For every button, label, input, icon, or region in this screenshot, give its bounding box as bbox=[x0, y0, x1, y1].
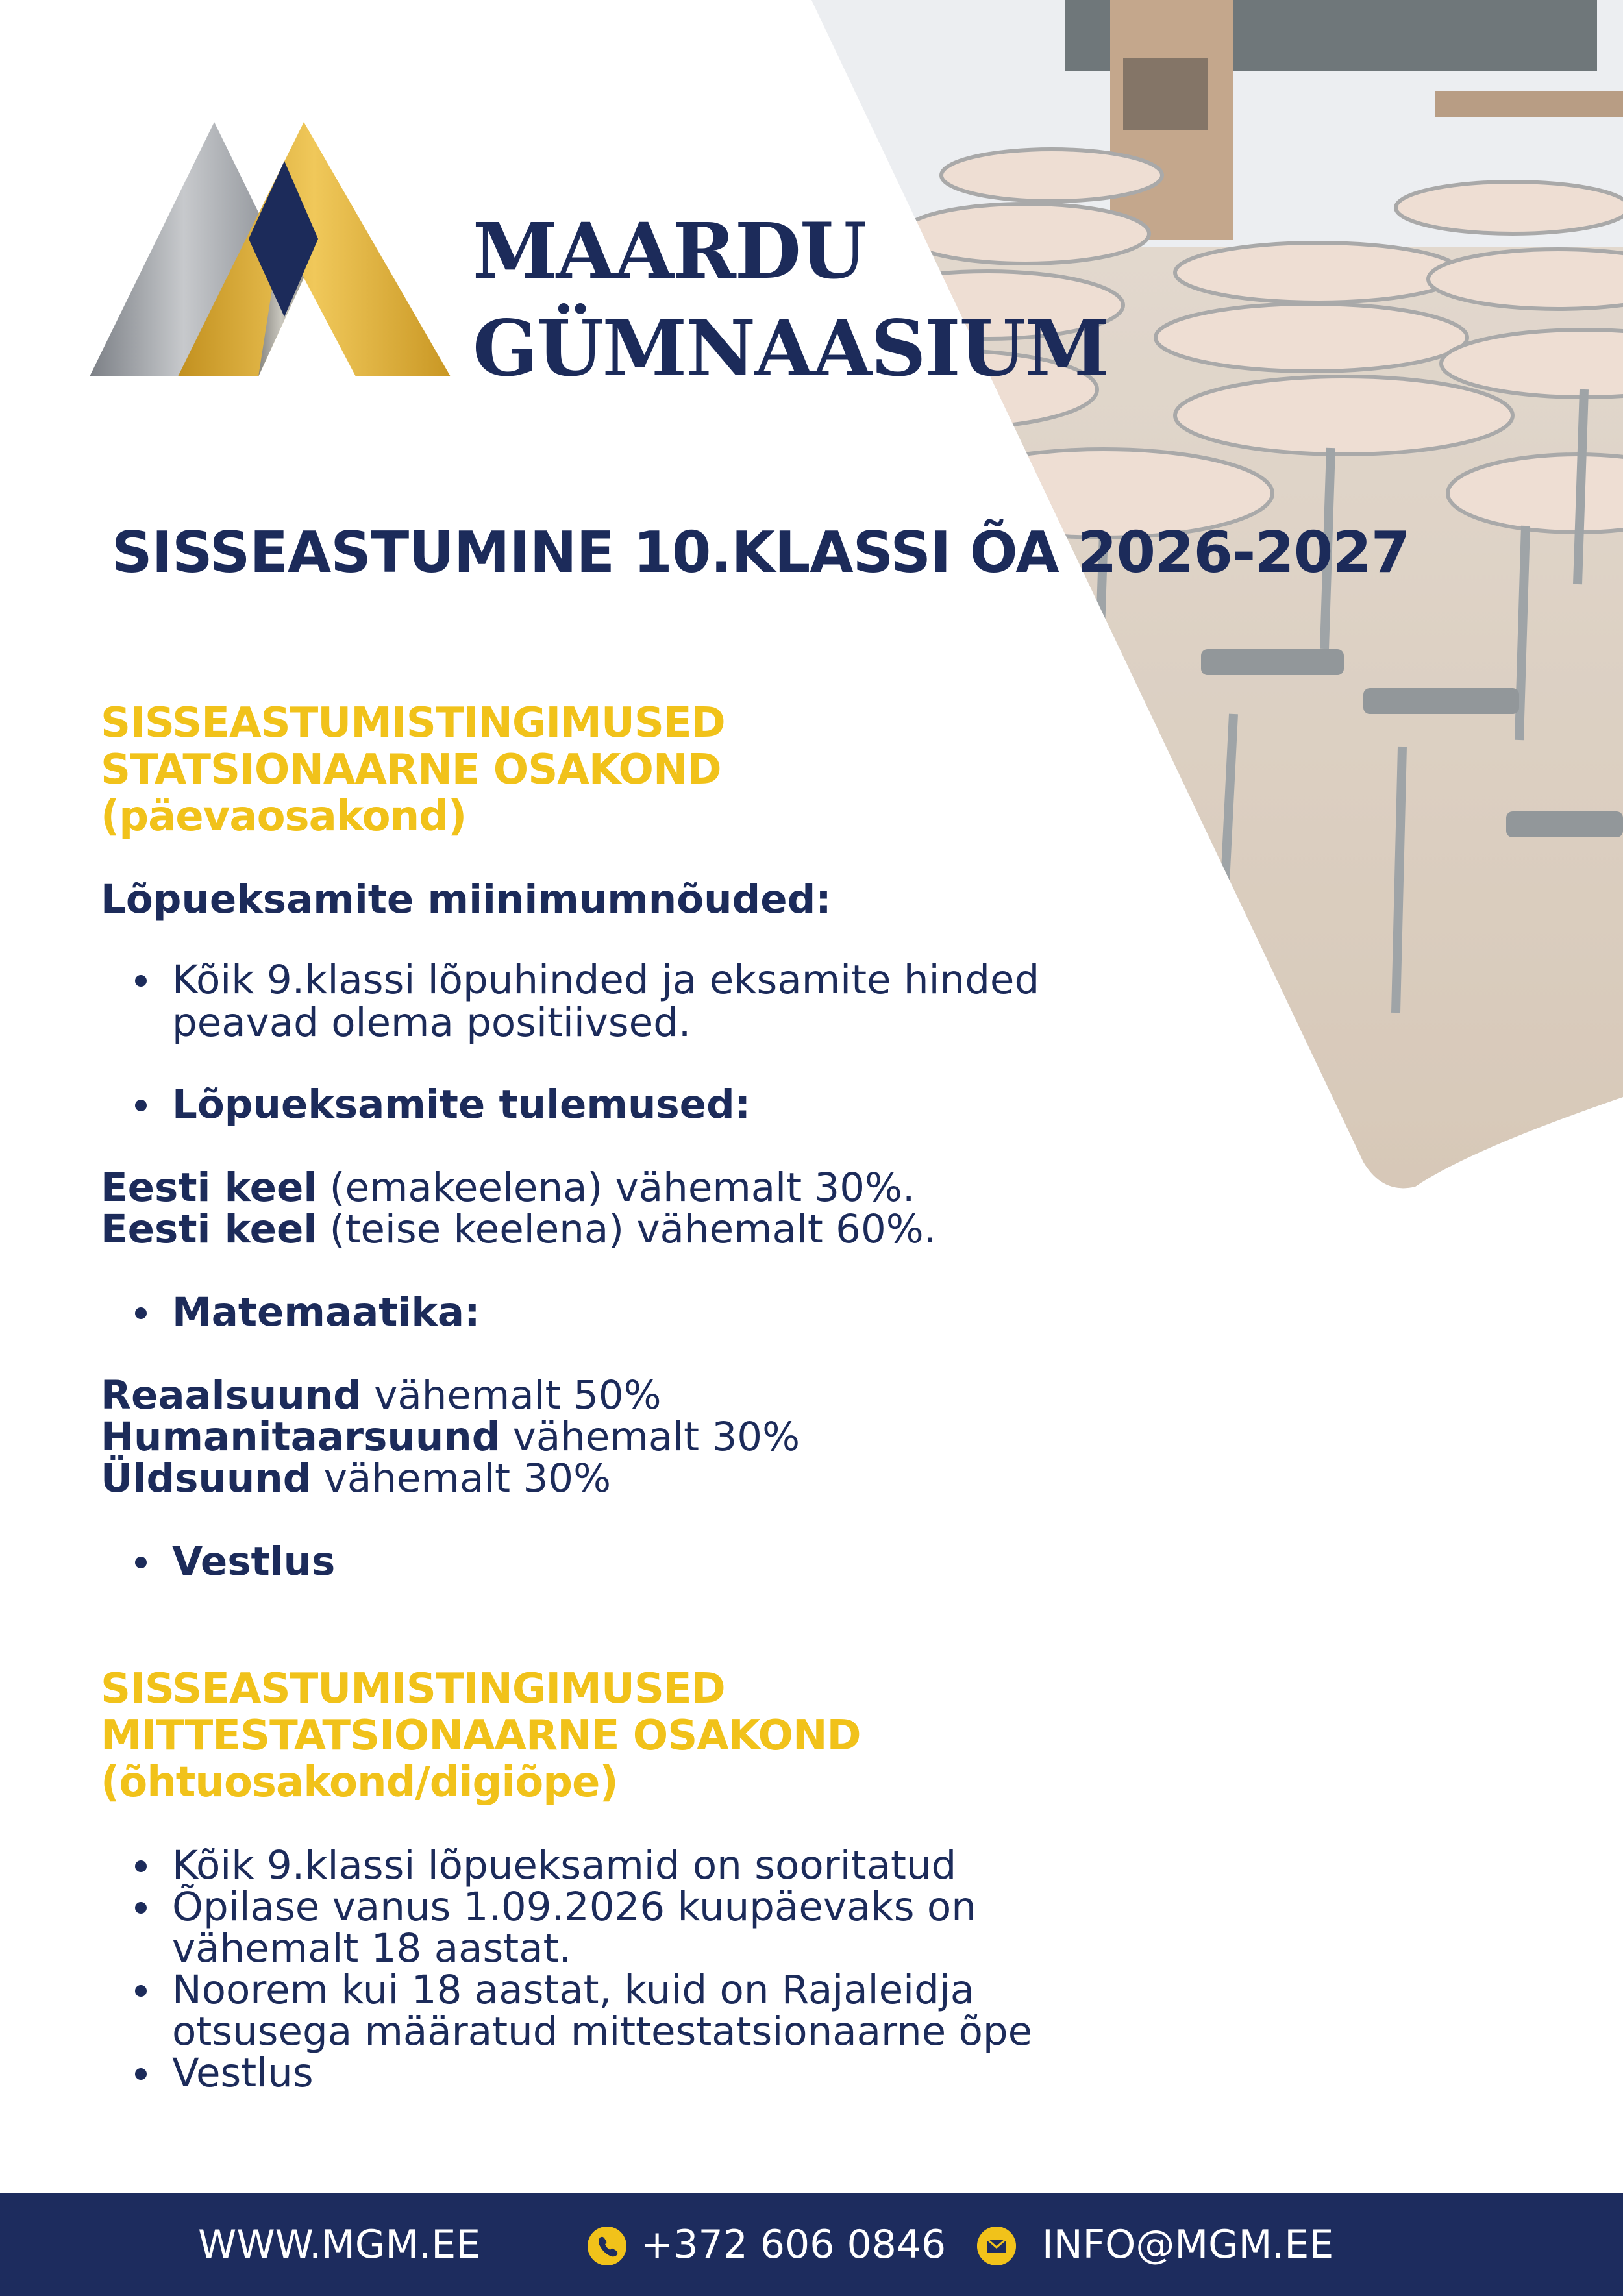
section2-bullet4: Vestlus bbox=[172, 2050, 314, 2096]
section1-heading-line2: STATSIONAARNE OSAKOND bbox=[101, 746, 721, 794]
website-link[interactable]: WWW.MGM.EE bbox=[198, 2222, 481, 2267]
school-name bbox=[473, 203, 1108, 397]
bullet-interview: Vestlus bbox=[172, 1538, 336, 1585]
bullet-math: Matemaatika: bbox=[172, 1289, 480, 1335]
section2-bullet2-line2: vähemalt 18 aastat. bbox=[172, 1925, 571, 1971]
page-title: SISSEASTUMINE 10.KLASSI ÕA 2026-2027 bbox=[112, 519, 1410, 586]
bullet-grades-line1: Kõik 9.klassi lõpuhinded ja eksamite hinded bbox=[172, 957, 1040, 1003]
math-row-humanities bbox=[101, 1416, 800, 1458]
bullet-dot bbox=[135, 1307, 147, 1319]
bullet-dot bbox=[135, 1557, 147, 1568]
school-logo-icon bbox=[90, 122, 451, 376]
section2-bullet1: Kõik 9.klassi lõpueksamid on sooritatud bbox=[172, 1842, 957, 1888]
math-row-real bbox=[101, 1372, 662, 1418]
lang-row-label: Eesti keel bbox=[101, 1165, 317, 1211]
lang-row-text: (emakeelena) vähemalt 30%. bbox=[317, 1165, 915, 1211]
lang-row-label: Eesti keel bbox=[101, 1206, 317, 1252]
section2-heading-line3: (õhtuosakond/digiõpe) bbox=[101, 1759, 618, 1807]
section2-bullet3-line2: otsusega määratud mittestatsionaarne õpe bbox=[172, 2008, 1033, 2055]
section2-heading-line1: SISSEASTUMISTINGIMUSED bbox=[101, 1665, 725, 1713]
math-row-label: Reaalsuund bbox=[101, 1372, 362, 1418]
section2-heading bbox=[101, 1666, 861, 1806]
bullet-dot bbox=[135, 2068, 147, 2080]
section2-bullet2-line1: Õpilase vanus 1.09.2026 kuupäevaks on bbox=[172, 1884, 976, 1930]
math-row-text: vähemalt 30% bbox=[500, 1414, 800, 1460]
bullet-exam-results: Lõpueksamite tulemused: bbox=[172, 1081, 751, 1128]
school-name-line2: GÜMNAASIUM bbox=[473, 303, 1109, 393]
math-row-text: vähemalt 50% bbox=[361, 1372, 662, 1418]
math-row-general bbox=[101, 1455, 612, 1501]
footer-bar bbox=[0, 2193, 1623, 2296]
bullet-grades-line2: peavad olema positiivsed. bbox=[172, 1000, 691, 1046]
phone-number[interactable]: +372 606 0846 bbox=[641, 2222, 947, 2267]
section1-heading-line1: SISSEASTUMISTINGIMUSED bbox=[101, 699, 725, 747]
section1-subheading: Lõpueksamite miinimumnõuded: bbox=[101, 876, 832, 922]
email-icon bbox=[977, 2227, 1016, 2265]
bullet-dot bbox=[135, 1860, 147, 1872]
section2-heading-line2: MITTESTATSIONAARNE OSAKOND bbox=[101, 1712, 861, 1760]
email-link[interactable]: INFO@MGM.EE bbox=[1042, 2222, 1334, 2267]
section1-heading bbox=[101, 700, 725, 840]
bullet-dot bbox=[135, 1902, 147, 1914]
bullet-dot bbox=[135, 1100, 147, 1111]
math-row-label: Üldsuund bbox=[101, 1455, 312, 1501]
lang-row-second bbox=[101, 1206, 937, 1252]
bullet-dot bbox=[135, 1985, 147, 1997]
school-name-line1: MAARDU bbox=[473, 206, 866, 296]
lang-row-text: (teise keelena) vähemalt 60%. bbox=[317, 1206, 937, 1252]
lang-row-native bbox=[101, 1167, 915, 1209]
math-row-text: vähemalt 30% bbox=[311, 1455, 612, 1501]
math-row-label: Humanitaarsuund bbox=[101, 1414, 501, 1460]
section2-bullet3-line1: Noorem kui 18 aastat, kuid on Rajaleidja bbox=[172, 1967, 975, 2013]
bullet-dot bbox=[135, 975, 147, 987]
phone-icon bbox=[588, 2227, 626, 2265]
section1-heading-line3: (päevaosakond) bbox=[101, 793, 467, 841]
